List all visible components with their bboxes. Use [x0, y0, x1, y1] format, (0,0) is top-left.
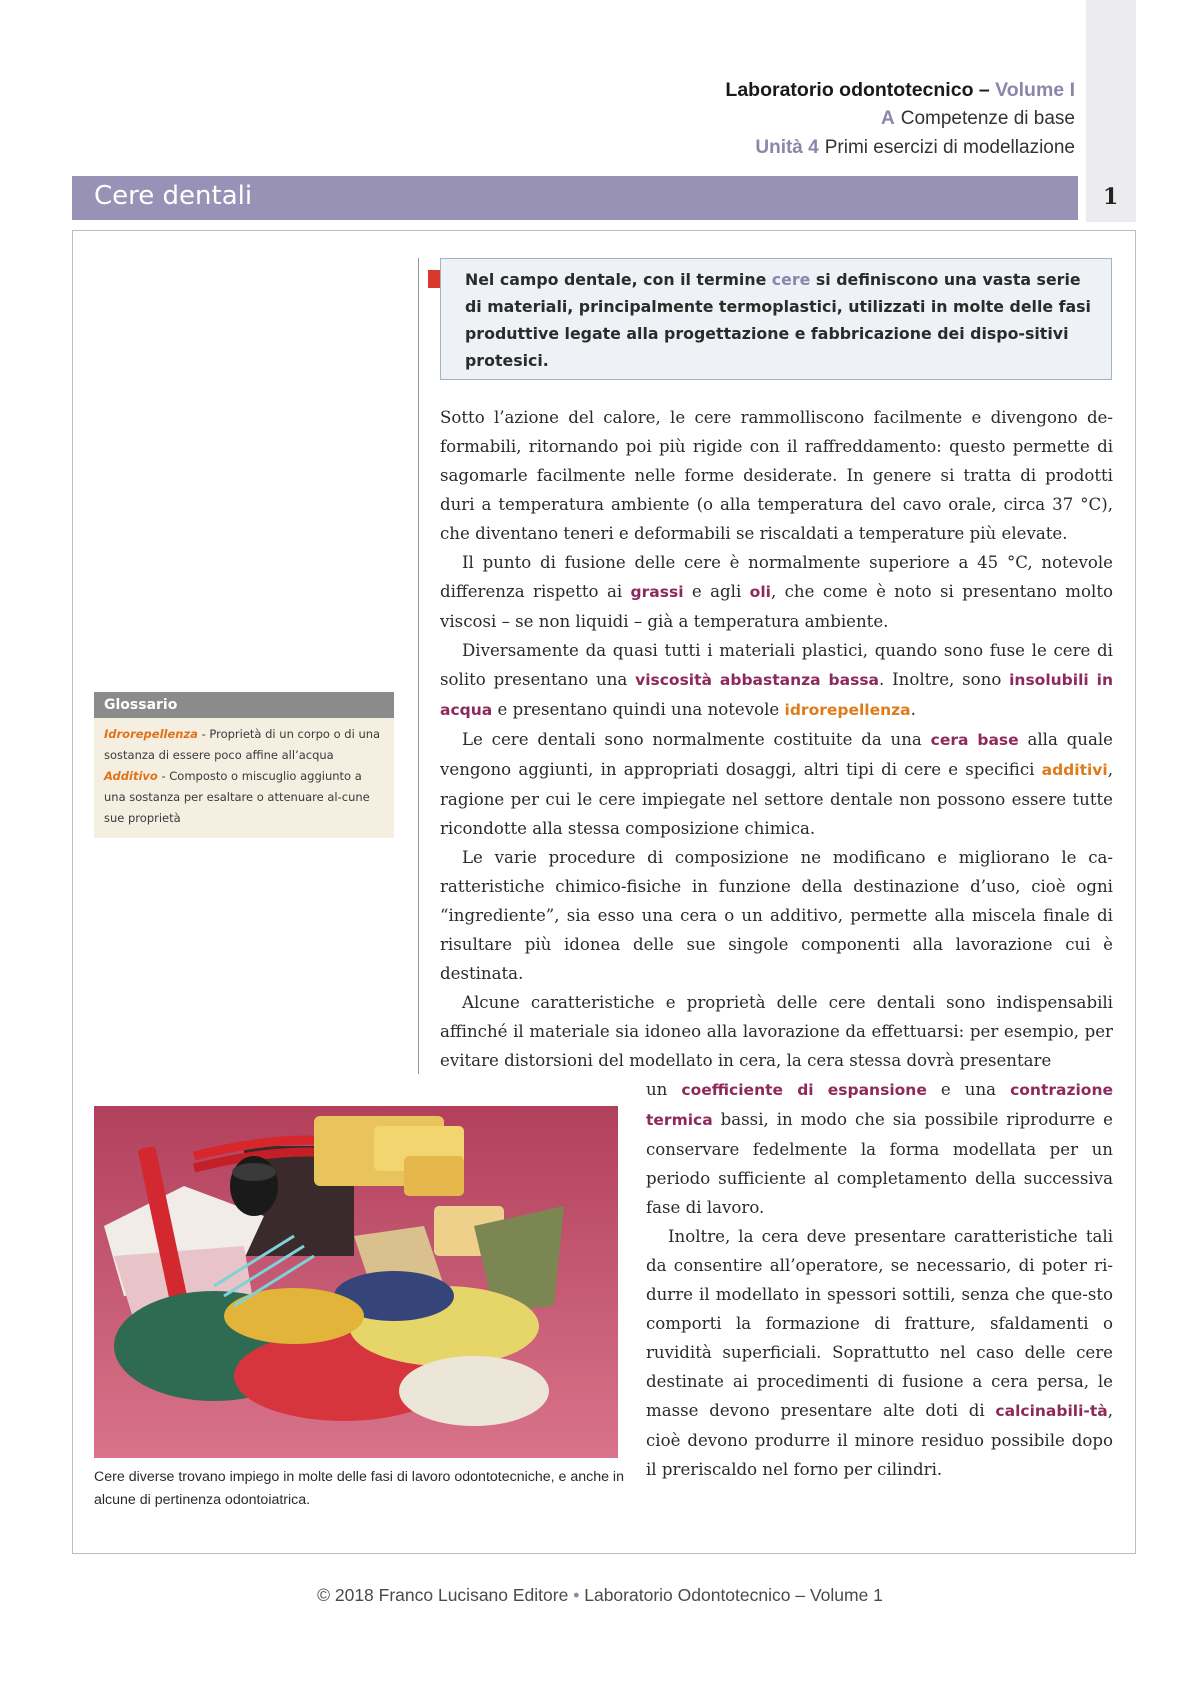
p6-cont-c: bassi, in modo che sia possibile riprodurre e conservare fedelmente la forma modellata per un periodo sufficiente al completamento della successiva fase di lavoro.	[646, 1110, 1113, 1217]
callout-text-post: si definiscono una vasta serie di materiali, principalmente termoplastici, utilizzati in molte delle fasi produttive legate alla progettazione e fabbricazione dei dispo-sitivi protesici.	[465, 270, 1091, 370]
paragraph-4	[440, 725, 1113, 843]
keyword-viscosita: viscosità abbastanza bassa	[635, 671, 880, 689]
p2-text-b: e agli	[683, 582, 750, 601]
running-header	[725, 76, 1075, 162]
unit-line	[725, 133, 1075, 162]
paragraph-7	[646, 1222, 1113, 1484]
glossary-definition: - Composto o miscuglio aggiunto a una sostanza per esaltare o attenuare al-cune sue proprietà	[104, 769, 370, 825]
keyword-contrazione: contrazione termica	[646, 1081, 1113, 1129]
p4-text-a: Le cere dentali sono normalmente costituite da una	[462, 730, 931, 749]
keyword-grassi: grassi	[630, 583, 684, 601]
footer-copyright: © 2018 Franco Lucisano Editore	[317, 1585, 569, 1605]
footer-book-title: Laboratorio Odontotecnico – Volume 1	[584, 1585, 883, 1605]
paragraph-2	[440, 548, 1113, 636]
keyword-insolubili: insolubili in acqua	[440, 671, 1113, 719]
unit-label: Unità 4	[755, 137, 819, 158]
section-letter: A	[880, 108, 895, 129]
unit-name: Primi esercizi di modellazione	[824, 137, 1075, 158]
paragraph-6-continued	[646, 1075, 1113, 1222]
p2-text-a: Il punto di fusione delle cere è normalmente superiore a 45 °C, notevole differenza rispetto ai	[440, 553, 1113, 601]
keyword-cera-base: cera base	[930, 731, 1019, 749]
p4-text-b: alla quale vengono aggiunti, in appropriati dosaggi, altri tipi di cere e specifici	[440, 730, 1113, 779]
p3-text-b: . Inoltre, sono	[879, 670, 1010, 689]
glossary-term: Additivo	[104, 769, 158, 783]
callout-keyword: cere	[771, 270, 811, 289]
p7-text-b: , cioè devono produrre il minore residuo possibile dopo il preriscaldo nel forno per cilindri.	[646, 1401, 1113, 1479]
glossary-definition: - Proprietà di un corpo o di una sostanza di essere poco affine all’acqua	[104, 727, 381, 762]
photo-caption: Cere diverse trovano impiego in molte delle fasi di lavoro odontotecniche, e anche in alcune di pertinenza odontoiatrica.	[94, 1469, 624, 1508]
keyword-additivi: additivi	[1041, 761, 1108, 779]
column-divider	[418, 258, 419, 1074]
p3-text-c: e presentano quindi una notevole	[492, 700, 785, 719]
page-number: 1	[1103, 184, 1119, 210]
glossary-term: Idrorepellenza	[104, 727, 198, 741]
keyword-idrorepellenza: idrorepellenza	[784, 701, 911, 719]
wrapped-text	[646, 1075, 1113, 1484]
p4-text-c: , ragione per cui le cere impiegate nel settore dentale non possono essere tutte ricondotte alla stessa composizione chimica.	[440, 760, 1113, 838]
keyword-oli: oli	[749, 583, 771, 601]
keyword-calcinabilita: calcinabili-tà	[995, 1402, 1108, 1420]
section-line	[725, 104, 1075, 133]
glossary-heading: Glossario	[94, 692, 394, 718]
glossary-entry	[104, 766, 384, 829]
page-title: Cere dentali	[94, 181, 253, 211]
paragraph-6: Alcune caratteristiche e proprietà delle cere dentali sono indispensabili affinché il materiale sia idoneo alla lavorazione da effettuarsi: per esempio, per evitare distorsioni del modellato in cera, la cera stessa dovrà presentare	[440, 993, 1113, 1070]
glossary-body	[94, 718, 394, 829]
p6-cont-b: e una	[926, 1080, 1011, 1099]
glossary-entry	[104, 724, 384, 766]
page-footer	[0, 1585, 1200, 1606]
volume-label: Volume I	[995, 79, 1075, 101]
p3-text-a: Diversamente da quasi tutti i materiali plastici, quando sono fuse le cere di solito presentano una	[440, 641, 1113, 689]
callout-text-pre: Nel campo dentale, con il termine	[465, 270, 772, 289]
definition-callout	[440, 258, 1112, 380]
dental-waxes-photo	[94, 1106, 618, 1458]
p3-text-d: .	[910, 700, 916, 719]
book-title-line	[725, 76, 1075, 104]
section-name: Competenze di base	[900, 108, 1075, 129]
paragraph-5: Le varie procedure di composizione ne modificano e migliorano le ca-ratteristiche chimico-fisiche in funzione della destinazione d’uso, cioè ogni “ingrediente”, sia esso una cera o un additivo, permette alla miscela finale di risultare più idonea delle sue singole componenti alla lavorazione cui è destinata.	[440, 848, 1113, 983]
paragraph-3	[440, 636, 1113, 725]
paragraph-1: Sotto l’azione del calore, le cere rammolliscono facilmente e divengono de-formabili, ritornando poi più rigide con il raffreddamento: questo permette di sagomarle facilmente nelle forme desiderate. In genere si tratta di prodotti duri a temperatura ambiente (o alla temperatura del cavo orale, circa 37 °C), che diventano teneri e deformabili se riscaldati a temperature più elevate.	[440, 408, 1113, 543]
p7-text-a: Inoltre, la cera deve presentare caratteristiche tali da consentire all’operatore, se necessario, di poter ri-durre il modellato in spessori sottili, senza che que-sto comporti la formazione di fratture, sfaldamenti o ruvidità superficiali. Soprattutto nel caso delle cere destinate ai procedimenti di fusione a cera persa, le masse devono presentare alte doti di	[646, 1227, 1113, 1420]
keyword-coefficiente: coefficiente di espansione	[681, 1081, 927, 1099]
main-text	[440, 403, 1113, 1075]
glossary-box	[94, 692, 394, 838]
chapter-title-bar	[72, 176, 1078, 220]
p2-text-c: , che come è noto si presentano molto viscosi – se non liquidi – già a temperatura ambiente.	[440, 582, 1113, 631]
book-title: Laboratorio odontotecnico –	[725, 79, 990, 101]
footer-separator: •	[573, 1585, 580, 1605]
p6-cont-a: un	[646, 1080, 682, 1099]
